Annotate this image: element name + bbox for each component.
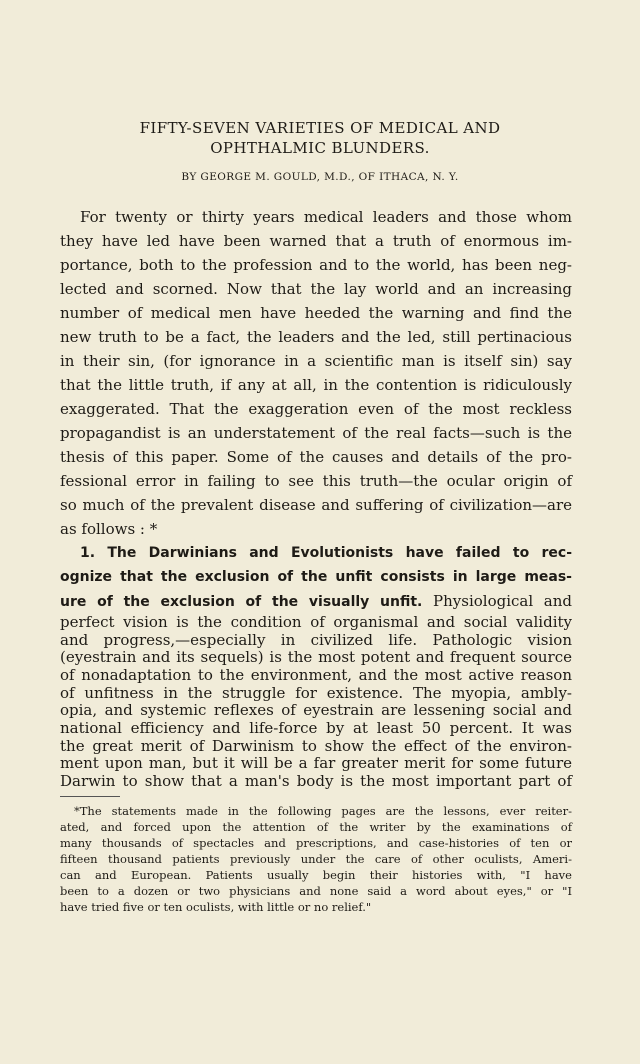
point-1-line: (eyestrain and its sequels) is the most potent and frequent source — [60, 648, 572, 666]
point-1-heading-end: ure of the exclusion of the visually unfit. — [60, 594, 423, 610]
footnote-line-last: have tried five or ten oculists, with little or no relief." — [60, 900, 372, 914]
intro-line: in their sin, (for ignorance in a scientific man is itself sin) say — [60, 352, 572, 370]
footnote-line: ated, and forced upon the attention of the writer by the examinations of — [60, 820, 572, 834]
intro-line: lected and scorned. Now that the lay world and an increasing — [60, 280, 572, 298]
footnote-line: *The statements made in the following pages are the lessons, ever reiter- — [74, 804, 572, 818]
intro-line: number of medical men have heeded the warning and find the — [60, 304, 572, 322]
footnote-rule — [60, 796, 120, 797]
intro-line: they have led have been warned that a truth of enormous im- — [60, 232, 572, 250]
intro-line: For twenty or thirty years medical leaders and those whom — [80, 208, 572, 226]
footnote-line: fifteen thousand patients previously under the care of other oculists, Ameri- — [60, 852, 572, 866]
point-1-line: Darwin to show that a man's body is the most important part of — [60, 772, 572, 790]
title-line-2: OPHTHALMIC BLUNDERS. — [210, 139, 430, 157]
intro-line: fessional error in failing to see this truth—the ocular origin of — [60, 472, 572, 490]
point-1-line: of unfitness in the struggle for existence. The myopia, ambly- — [60, 684, 572, 702]
point-1-line: perfect vision is the condition of organismal and social validity — [60, 613, 572, 631]
point-1-text-start: Physiological and — [422, 592, 572, 610]
intro-line: that the little truth, if any at all, in the contention is ridiculously — [60, 376, 572, 394]
point-1-line: ment upon man, but it will be a far greater merit for some future — [60, 754, 572, 772]
intro-line: exaggerated. That the exaggeration even of the most reckless — [60, 400, 572, 418]
footnote-line: been to a dozen or two physicians and none said a word about eyes," or "I — [60, 884, 572, 898]
intro-line: thesis of this paper. Some of the causes and details of the pro- — [60, 448, 572, 466]
footnote-line: can and European. Patients usually begin their histories with, "I have — [60, 868, 572, 882]
point-1-heading-line — [60, 589, 572, 613]
byline: BY GEORGE M. GOULD, M.D., OF ITHACA, N. Y. — [181, 171, 459, 183]
title-line-1: FIFTY-SEVEN VARIETIES OF MEDICAL AND — [139, 119, 501, 137]
point-1-line: the great merit of Darwinism to show the effect of the environ- — [60, 737, 572, 755]
point-1-line: opia, and systemic reflexes of eyestrain are lessening social and — [60, 701, 572, 719]
point-1-line: national efficiency and life-force by at least 50 percent. It was — [60, 719, 572, 737]
point-1-heading: ognize that the exclusion of the unfit consists in large meas- — [60, 569, 572, 585]
intro-line: new truth to be a fact, the leaders and the led, still pertinacious — [60, 328, 572, 346]
intro-line: portance, both to the profession and to the world, has been neg- — [60, 256, 572, 274]
intro-line: propagandist is an understatement of the real facts—such is the — [60, 424, 572, 442]
intro-line-last: as follows : * — [60, 520, 158, 538]
intro-line: so much of the prevalent disease and suffering of civilization—are — [60, 496, 572, 514]
point-1-line: of nonadaptation to the environment, and the most active reason — [60, 666, 572, 684]
point-1-line: and progress,—especially in civilized life. Pathologic vision — [60, 631, 572, 649]
point-1-heading: 1. The Darwinians and Evolutionists have failed to rec- — [80, 545, 572, 561]
footnote-line: many thousands of spectacles and prescriptions, and case-histories of ten or — [60, 836, 572, 850]
